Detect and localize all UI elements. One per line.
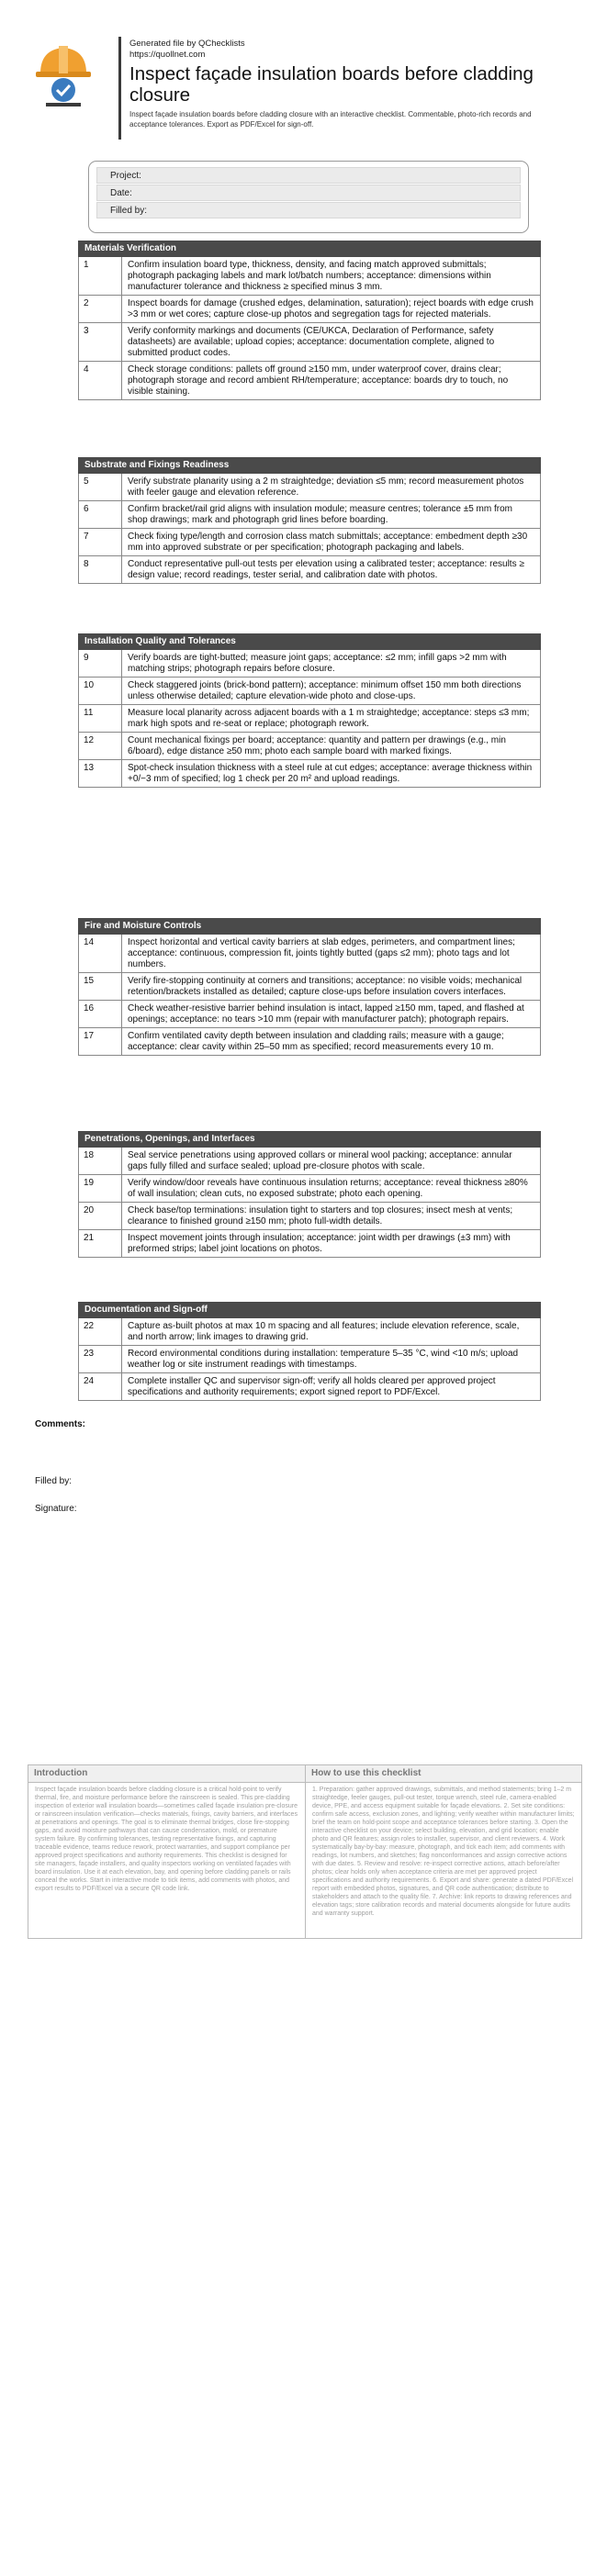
item-text: Check staggered joints (brick-bond pattern); acceptance: minimum offset 150 mm both directions unless otherwise detailed; capture elevation-wide photo and close-ups. xyxy=(128,680,522,701)
checklist-section xyxy=(78,633,541,788)
checklist-section xyxy=(78,1131,541,1258)
item-text: Confirm bracket/rail grid aligns with insulation module; measure centres; tolerance ±5 mm from shop drawings; mark and photograph grid lines before boarding. xyxy=(128,504,512,525)
item-number: 8 xyxy=(79,556,122,583)
section-heading: Materials Verification xyxy=(78,241,541,257)
checklist-item[interactable] xyxy=(78,1230,541,1258)
item-number: 10 xyxy=(79,678,122,704)
checklist-item[interactable] xyxy=(78,935,541,973)
item-text: Conduct representative pull-out tests per elevation using a calibrated tester; acceptance: results ≥ design value; record readings, tester serial, and calibration date with photos. xyxy=(128,559,524,580)
item-number: 20 xyxy=(79,1203,122,1229)
how-to-text: 1. Preparation: gather approved drawings, submittals, and method statements; bring 1–2 m straightedge, feeler gauges, pull-out tester, torque wrench, steel rule, camera-enabled device, PPE, and access equipment suitable for façade elevations. 2. Set site conditions: confirm safe access, exclusion zones, and lighting; verify weather within manufacturer limits; brief the team on hold-point scope and acceptance tolerances before starting. 3. Open the interactive checklist on your device; select building, elevation, and grid location; enable photo and QR features; assign roles to installer, supervisor, and client reviewers. 4. Work systematically bay-by-bay: measure, photograph, and tick each item; add comments with readings, lot numbers, and sketches; flag nonconformances and assign corrective actions with due dates. 5. Review and resolve: re-inspect corrective actions, attach before/after photos; clear holds only when acceptance criteria are met per approved project specifications and authority requirements. 6. Export and share: generate a dated PDF/Excel report with embedded photos, signatures, and QR code authentication; distribute to stakeholders and attach to the quality file. 7. Archive: link reports to drawing references and elevation tags; store calibration records and material documents alongside for future audits and warranty support. xyxy=(312,1786,575,1917)
checklist-item[interactable] xyxy=(78,760,541,788)
item-text: Verify window/door reveals have continuous insulation returns; acceptance: reveal thickness ≥80% of wall insulation; clean cuts, no exposed substrate; photo each opening. xyxy=(128,1178,528,1199)
checklist-item[interactable] xyxy=(78,1318,541,1346)
introduction-heading: Introduction xyxy=(28,1765,305,1783)
item-number: 18 xyxy=(79,1148,122,1174)
checklist-item[interactable] xyxy=(78,650,541,678)
generated-by: Generated file by QChecklists xyxy=(129,39,245,49)
checklist-item[interactable] xyxy=(78,323,541,362)
item-number: 13 xyxy=(79,760,122,787)
comments-label: Comments: xyxy=(35,1419,86,1429)
item-text: Inspect horizontal and vertical cavity barriers at slab edges, perimeters, and compartment lines; acceptance: continuous, compression fit, joints tightly butted (gaps ≤2 mm); photo tags and lot numbers. xyxy=(128,937,515,969)
item-text: Inspect boards for damage (crushed edges, delamination, saturation); reject boards with edge crush >3 mm or wet cores; capture close-up photos and segregation tags for rejected materials. xyxy=(128,298,534,319)
item-text: Verify boards are tight-butted; measure joint gaps; acceptance: ≤2 mm; infill gaps >2 mm with matching strips; photograph repairs before closure. xyxy=(128,653,507,674)
item-number: 14 xyxy=(79,935,122,972)
checklist-item[interactable] xyxy=(78,556,541,584)
item-text: Check weather-resistive barrier behind insulation is intact, lapped ≥150 mm, taped, and flashed at openings; acceptance: no tears >10 mm (repair with manufacturer patch); photograph repairs. xyxy=(128,1003,524,1025)
signature-label: Signature: xyxy=(35,1504,77,1514)
checklist-item[interactable] xyxy=(78,257,541,296)
item-number: 5 xyxy=(79,474,122,500)
section-heading: Documentation and Sign-off xyxy=(78,1302,541,1318)
item-text: Complete installer QC and supervisor sign-off; verify all holds cleared per approved project specifications and authority requirements; export signed report to PDF/Excel. xyxy=(128,1376,496,1397)
item-number: 7 xyxy=(79,529,122,555)
item-number: 2 xyxy=(79,296,122,322)
page-description: Inspect façade insulation boards before cladding closure with an interactive checklist. Commentable, photo-rich records and acceptance tolerances. Export as PDF/Excel for sign-off. xyxy=(129,110,532,129)
checklist-item[interactable] xyxy=(78,733,541,760)
item-text: Confirm insulation board type, thickness, density, and facing match approved submittals; photograph packaging labels and mark lot/batch numbers; acceptance: dimensions within manufacturer tolerance and thickness ≥ specified minus 3 mm. xyxy=(128,260,491,292)
item-number: 15 xyxy=(79,973,122,1000)
item-number: 17 xyxy=(79,1028,122,1055)
item-number: 11 xyxy=(79,705,122,732)
filled-by-field[interactable]: Filled by: xyxy=(96,202,521,218)
checklist-section xyxy=(78,1302,541,1401)
item-text: Count mechanical fixings per board; acceptance: quantity and pattern per drawings (e.g., min 6/board), edge distance ≥50 mm; photo each sample board with marked fixings. xyxy=(128,735,506,756)
item-text: Confirm ventilated cavity depth between insulation and cladding rails; measure with a gauge; acceptance: clear cavity within 25–50 mm as specified; record measurements every 10 m. xyxy=(128,1031,504,1052)
hard-hat-logo-icon xyxy=(31,37,96,110)
page-title: Inspect façade insulation boards before cladding closure xyxy=(129,63,534,106)
checklist-section xyxy=(78,918,541,1056)
checklist-item[interactable] xyxy=(78,1175,541,1203)
item-number: 21 xyxy=(79,1230,122,1257)
section-heading: Fire and Moisture Controls xyxy=(78,918,541,935)
item-text: Spot-check insulation thickness with a steel rule at cut edges; acceptance: average thickness within +0/−3 mm of specified; log 1 check per 20 m² and upload readings. xyxy=(128,763,533,784)
item-number: 16 xyxy=(79,1001,122,1027)
checklist-item[interactable] xyxy=(78,1148,541,1175)
checklist-item[interactable] xyxy=(78,1373,541,1401)
item-text: Seal service penetrations using approved collars or mineral wool packing; acceptance: annular gaps fully filled and surface sealed; upload pre-closure photos with scale. xyxy=(128,1150,512,1171)
item-number: 12 xyxy=(79,733,122,759)
checklist-item[interactable] xyxy=(78,1001,541,1028)
item-number: 19 xyxy=(79,1175,122,1202)
how-to-column xyxy=(305,1765,581,1938)
project-field[interactable]: Project: xyxy=(96,167,521,184)
section-heading: Substrate and Fixings Readiness xyxy=(78,457,541,474)
source-link[interactable]: https://quollnet.com xyxy=(129,50,206,60)
checklist-item[interactable] xyxy=(78,1203,541,1230)
checklist-item[interactable] xyxy=(78,1028,541,1056)
intro-how-to-table xyxy=(28,1764,582,1939)
item-text: Check fixing type/length and corrosion class match submittals; acceptance: embedment depth ≥30 mm into approved substrate or per specification; photograph packaging and labels. xyxy=(128,532,528,553)
checklist-item[interactable] xyxy=(78,501,541,529)
item-text: Verify fire-stopping continuity at corners and transitions; acceptance: no visible voids; mechanical retention/brackets installed as detailed; capture close-ups before insulation covers interfaces. xyxy=(128,976,523,997)
item-text: Capture as-built photos at max 10 m spacing and all features; include elevation reference, scale, and north arrow; link images to drawing grid. xyxy=(128,1321,520,1342)
how-to-heading: How to use this checklist xyxy=(306,1765,581,1783)
project-info-box xyxy=(88,161,529,233)
item-text: Measure local planarity across adjacent boards with a 1 m straightedge; acceptance: steps ≤3 mm; mark high spots and re-seat or replace; photograph rework. xyxy=(128,708,530,729)
item-number: 23 xyxy=(79,1346,122,1372)
introduction-text: Inspect façade insulation boards before cladding closure is a critical hold-point to verify thermal, fire, and moisture performance before the rainscreen is sealed. This pre-cladding inspection of exterior wall insulation boards—sometimes called façade insulation pre-closure or rainscreen insulation verification—checks materials, fixings, cavity barriers, and interfaces at penetrations and openings. The goal is to eliminate thermal bridges, close fire-stopping gaps, and avoid moisture pathways that can cause condensation, mold, or premature system failure. By confirming tolerances, testing representative fixings, and capturing traceable evidence, teams reduce rework, protect warranties, and support compliance per approved project specifications and authority requirements. This checklist is designed for site managers, façade installers, and quality inspectors working on ventilated façades with board insulation. Use it at each elevation, bay, and opening before cladding panels or rails conceal the works. Start in interactive mode to tick items, add comments with photos, and export results to PDF/Excel via a secure QR code link. xyxy=(35,1786,298,1892)
item-number: 6 xyxy=(79,501,122,528)
item-text: Check storage conditions: pallets off ground ≥150 mm, under waterproof cover, drains clear; photograph storage and record ambient RH/temperature; acceptance: boards dry to touch, no visible staining. xyxy=(128,364,509,397)
checklist-item[interactable] xyxy=(78,529,541,556)
checklist-item[interactable] xyxy=(78,474,541,501)
item-number: 9 xyxy=(79,650,122,677)
section-heading: Installation Quality and Tolerances xyxy=(78,633,541,650)
document-header xyxy=(26,29,577,140)
introduction-column xyxy=(28,1765,305,1938)
checklist-item[interactable] xyxy=(78,705,541,733)
item-number: 4 xyxy=(79,362,122,399)
checklist-section xyxy=(78,241,541,400)
checklist-item[interactable] xyxy=(78,1346,541,1373)
item-text: Check base/top terminations: insulation tight to starters and top closures; insect mesh at vents; clearance to finished ground ≥150 mm; photo full-width details. xyxy=(128,1205,513,1226)
checklist-item[interactable] xyxy=(78,362,541,400)
item-number: 24 xyxy=(79,1373,122,1400)
item-text: Verify substrate planarity using a 2 m straightedge; deviation ≤5 mm; record measurement photos with feeler gauge and elevation reference. xyxy=(128,476,524,498)
checklist-item[interactable] xyxy=(78,973,541,1001)
filled-by-label: Filled by: xyxy=(35,1476,73,1486)
date-field[interactable]: Date: xyxy=(96,185,521,201)
item-number: 22 xyxy=(79,1318,122,1345)
item-text: Verify conformity markings and documents (CE/UKCA, Declaration of Performance, safety datasheets) are available; upload copies; acceptance: documentation complete, aligned to submitted product codes. xyxy=(128,326,495,358)
checklist-item[interactable] xyxy=(78,296,541,323)
header-divider xyxy=(118,37,121,140)
item-number: 3 xyxy=(79,323,122,361)
item-number: 1 xyxy=(79,257,122,295)
section-heading: Penetrations, Openings, and Interfaces xyxy=(78,1131,541,1148)
checklist-item[interactable] xyxy=(78,678,541,705)
checklist-section xyxy=(78,457,541,584)
item-text: Record environmental conditions during installation: temperature 5–35 °C, wind <10 m/s; upload weather log or site instrument readings with timestamps. xyxy=(128,1349,519,1370)
item-text: Inspect movement joints through insulation; acceptance: joint width per drawings (±3 mm) with preformed strips; label joint locations on photos. xyxy=(128,1233,511,1254)
